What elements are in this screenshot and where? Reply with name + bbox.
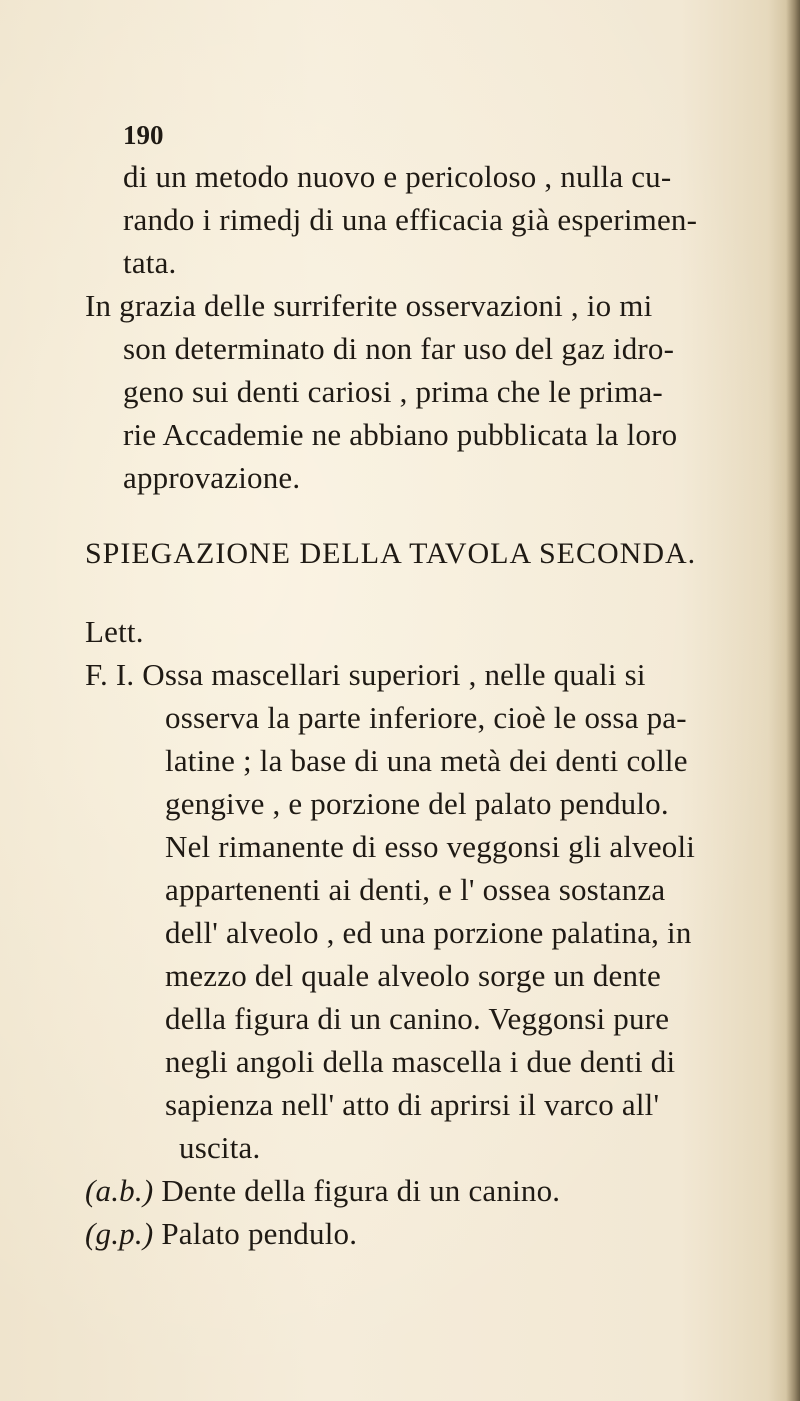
text-line: di un metodo nuovo e pericoloso , nulla cu- <box>123 159 672 194</box>
text-line: F. I. Ossa mascellari superiori , nelle quali si <box>85 657 646 692</box>
section-heading: SPIEGAZIONE DELLA TAVOLA SECONDA. <box>85 537 697 570</box>
text-line: rie Accademie ne abbiano pubblicata la loro <box>123 417 678 452</box>
entry-key: (g.p.) <box>85 1216 154 1251</box>
entry-ab <box>85 1172 560 1210</box>
page-edge-shadow <box>786 0 800 1401</box>
text-line: Nel rimanente di esso veggonsi gli alveoli <box>165 829 696 864</box>
text-line: osserva la parte inferiore, cioè le ossa pa- <box>165 700 687 735</box>
entry-text: Dente della figura di un canino. <box>161 1173 561 1208</box>
entry-text: Palato pendulo. <box>161 1216 358 1251</box>
text-line: son determinato di non far uso del gaz idro- <box>123 331 675 366</box>
text-line: mezzo del quale alveolo sorge un dente <box>165 958 661 993</box>
text-line: geno sui denti cariosi , prima che le prima- <box>123 374 663 409</box>
entry-key: (a.b.) <box>85 1173 154 1208</box>
text-line: latine ; la base di una metà dei denti colle <box>165 743 688 778</box>
text-line: sapienza nell' atto di aprirsi il varco all' <box>165 1087 660 1122</box>
text-line: della figura di un canino. Veggonsi pure <box>165 1001 670 1036</box>
text-line: dell' alveolo , ed una porzione palatina, in <box>165 915 692 950</box>
lett-label: Lett. <box>85 614 144 649</box>
text-line: negli angoli della mascella i due denti di <box>165 1044 676 1079</box>
text-line: In grazia delle surriferite osservazioni , io mi <box>85 288 653 323</box>
text-line: tata. <box>123 245 177 280</box>
page-number: 190 <box>123 120 164 150</box>
text-line: appartenenti ai denti, e l' ossea sostanza <box>165 872 666 907</box>
text-line: approvazione. <box>123 460 301 495</box>
entry-gp <box>85 1215 357 1253</box>
text-line: rando i rimedj di una efficacia già esperimen- <box>123 202 698 237</box>
text-line: gengive , e porzione del palato pendulo. <box>165 786 669 821</box>
text-line: uscita. <box>179 1130 261 1165</box>
